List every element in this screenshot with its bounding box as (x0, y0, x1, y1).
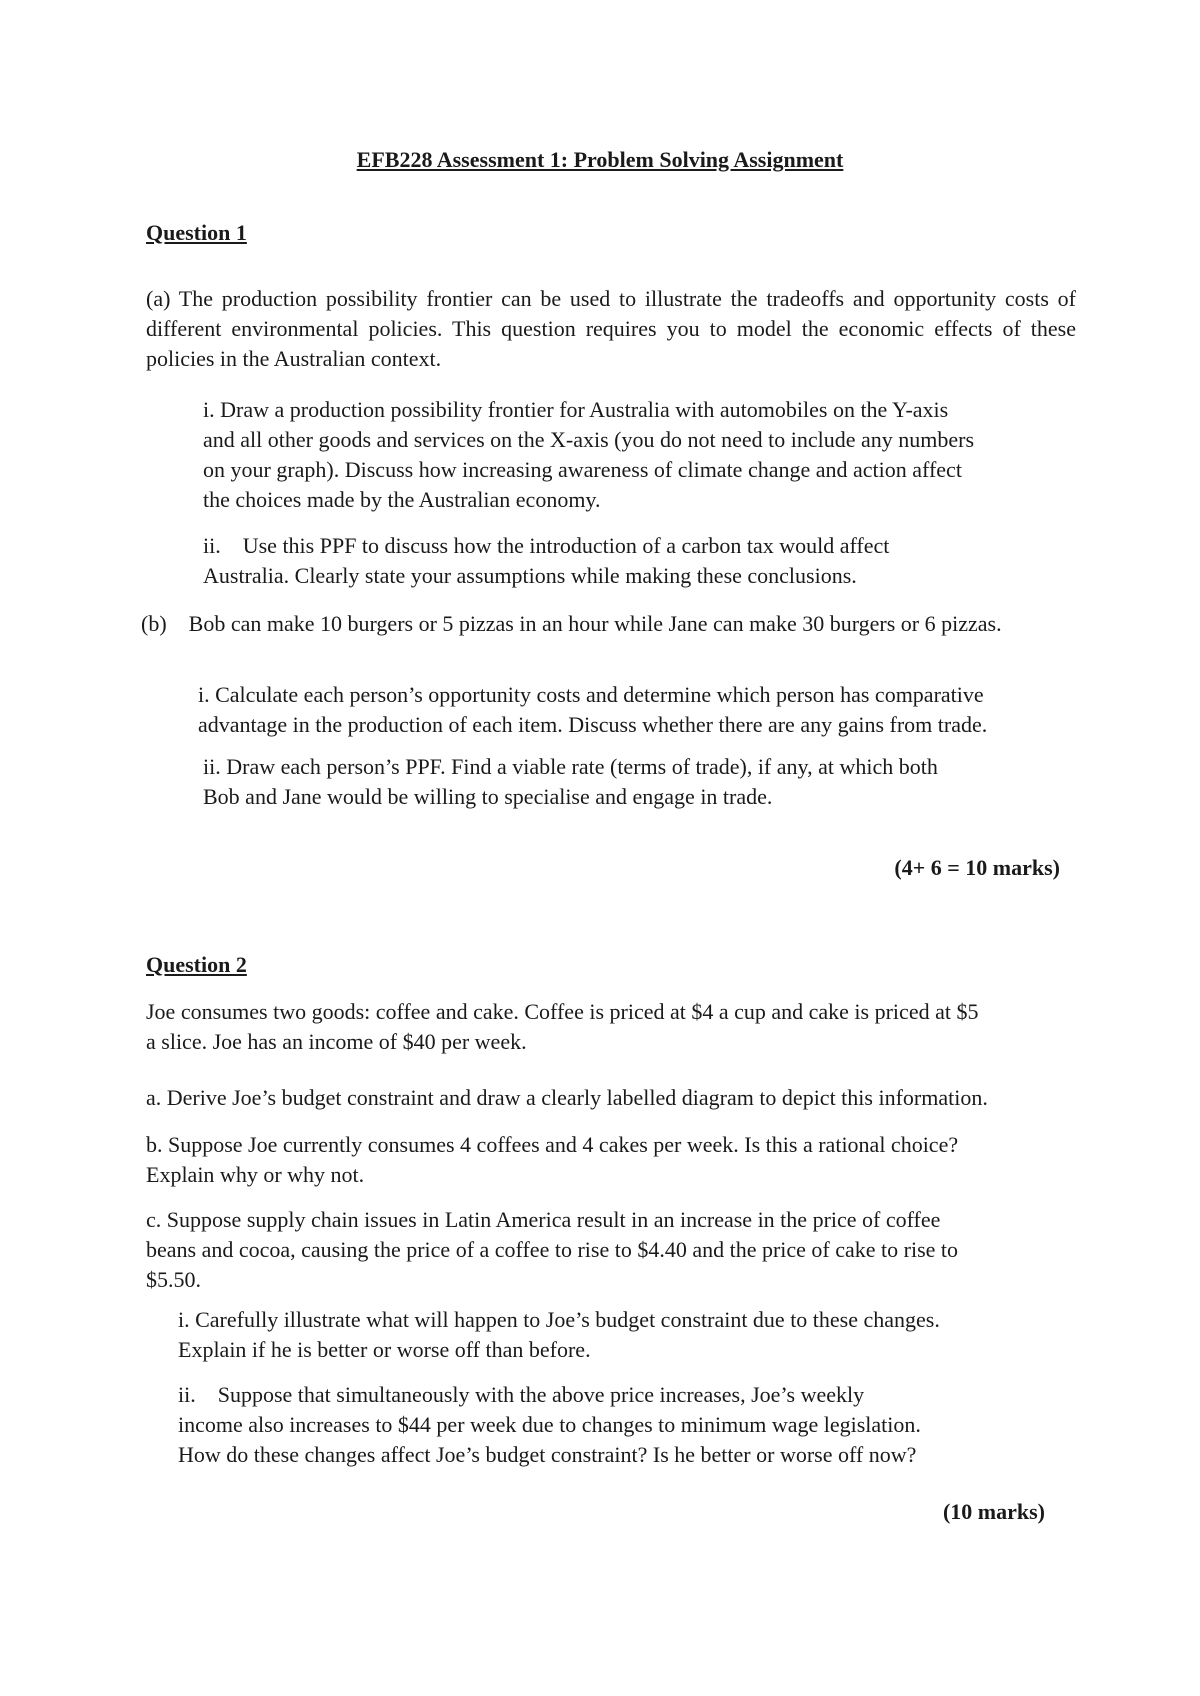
q1-part-b-i (198, 680, 1098, 740)
q2-c-line: beans and cocoa, causing the price of a coffee to rise to $4.40 and the price of cake to rise to (146, 1237, 959, 1262)
q1-part-b-intro: (b) Bob can make 10 burgers or 5 pizzas in an hour while Jane can make 30 burgers or 6 pizzas. (141, 611, 1002, 636)
q1-a-i-line: and all other goods and services on the X-axis (you do not need to include any numbers (203, 427, 975, 452)
q1-part-a-ii (203, 531, 1083, 591)
q2-intro-line: Joe consumes two goods: coffee and cake. Coffee is priced at $4 a cup and cake is priced at $5 (146, 999, 979, 1024)
q1-b-i-line: i. Calculate each person’s opportunity costs and determine which person has comparative (198, 682, 984, 707)
q2-c-ii-line: How do these changes affect Joe’s budget constraint? Is he better or worse off now? (178, 1442, 917, 1467)
q1-a-i-line: on your graph). Discuss how increasing awareness of climate change and action affect (203, 457, 962, 482)
q1-marks: (4+ 6 = 10 marks) (894, 855, 1060, 880)
q2-part-b (146, 1130, 1076, 1190)
q1-a-i-line: i. Draw a production possibility frontier for Australia with automobiles on the Y-axis (203, 397, 949, 422)
q2-intro (146, 997, 1076, 1057)
q2-c-i-line: i. Carefully illustrate what will happen to Joe’s budget constraint due to these changes. (178, 1307, 940, 1332)
document-title: EFB228 Assessment 1: Problem Solving Assignment (356, 147, 844, 172)
q1-a-ii-line: Australia. Clearly state your assumptions while making these conclusions. (203, 563, 857, 588)
q2-part-c (146, 1205, 1076, 1295)
q2-marks: (10 marks) (942, 1499, 1045, 1524)
q1-part-b-ii (203, 752, 1083, 812)
q2-b-line: Explain why or why not. (146, 1162, 365, 1187)
q1-part-a-i (203, 395, 1083, 515)
q2-c-line: $5.50. (146, 1267, 201, 1292)
q1-a-ii-line: ii. Use this PPF to discuss how the introduction of a carbon tax would affect (203, 533, 890, 558)
q2-part-c-i (178, 1305, 1078, 1365)
q1-b-ii-line: ii. Draw each person’s PPF. Find a viable rate (terms of trade), if any, at which both (203, 754, 938, 779)
q1-a-i-line: the choices made by the Australian economy. (203, 487, 601, 512)
q2-c-line: c. Suppose supply chain issues in Latin America result in an increase in the price of coffee (146, 1207, 941, 1232)
q2-c-ii-line: ii. Suppose that simultaneously with the above price increases, Joe’s weekly (178, 1382, 865, 1407)
q1-b-i-line: advantage in the production of each item. Discuss whether there are any gains from trade. (198, 712, 988, 737)
question-1-heading: Question 1 (146, 220, 247, 245)
q2-intro-line: a slice. Joe has an income of $40 per week. (146, 1029, 527, 1054)
q1-b-ii-line: Bob and Jane would be willing to specialise and engage in trade. (203, 784, 773, 809)
question-2-heading: Question 2 (146, 952, 247, 977)
q2-b-line: b. Suppose Joe currently consumes 4 coffees and 4 cakes per week. Is this a rational choice? (146, 1132, 959, 1157)
q1-part-a-intro: (a) The production possibility frontier can be used to illustrate the tradeoffs and opportunity costs of different environmental policies. This question requires you to model the economic effects of these policies in the Australian context. (146, 286, 1076, 371)
q2-c-i-line: Explain if he is better or worse off than before. (178, 1337, 591, 1362)
q2-part-a: a. Derive Joe’s budget constraint and draw a clearly labelled diagram to depict this information. (146, 1085, 988, 1110)
q2-c-ii-line: income also increases to $44 per week due to changes to minimum wage legislation. (178, 1412, 921, 1437)
q2-part-c-ii (178, 1380, 1078, 1470)
